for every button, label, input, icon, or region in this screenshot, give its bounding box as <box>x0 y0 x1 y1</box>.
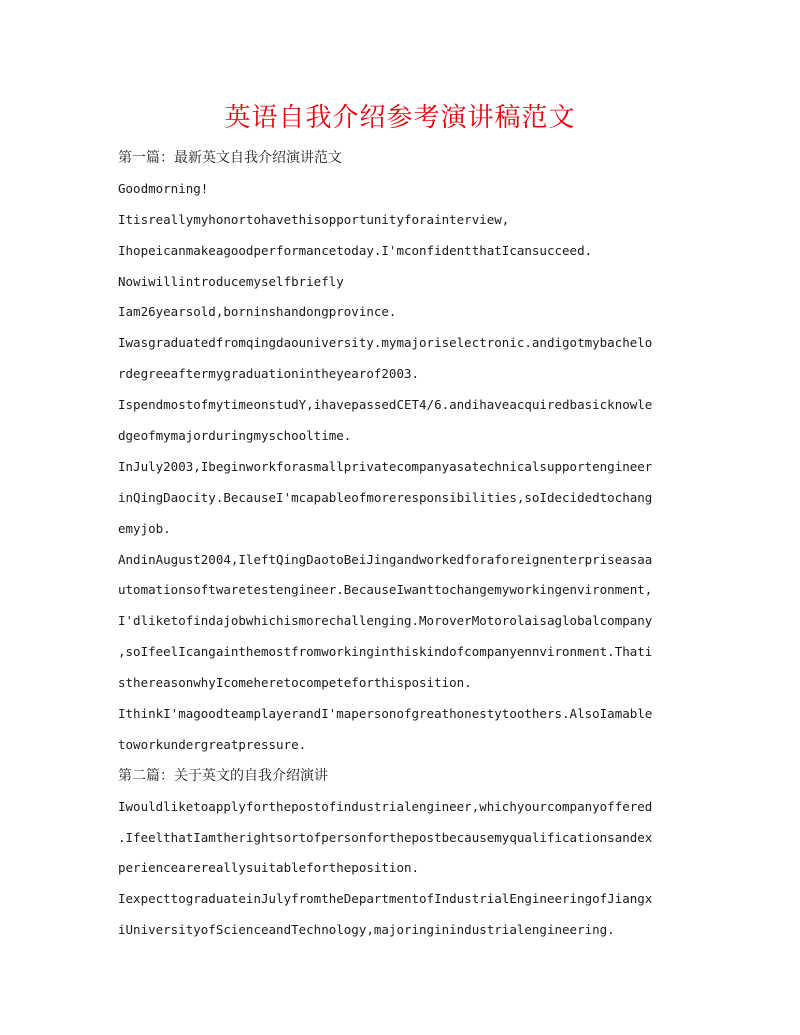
paragraph-line: AndinAugust2004,IleftQingDaotoBeiJingandworkedforaforeignenterpriseasaa <box>118 551 653 567</box>
paragraph-line: .IfeelthatIamtherightsortofpersonforthepostbecausemyqualificationsandex <box>118 829 653 845</box>
paragraph-line: ,soIfeelIcangainthemostfromworkinginthiskindofcompanyennvironment.Thati <box>118 644 653 660</box>
section-heading: 第一篇：最新英文自我介绍演讲范文 <box>118 150 342 166</box>
document-title: 英语自我介绍参考演讲稿范文 <box>224 103 576 133</box>
paragraph-line: Iwouldliketoapplyforthepostofindustrialengineer,whichyourcompanyoffered <box>118 798 653 814</box>
paragraph-line: dgeofmymajorduringmyschooltime. <box>118 428 352 444</box>
document-body <box>118 143 688 946</box>
paragraph-line: emyjob. <box>118 520 171 536</box>
paragraph-line: periencearereallysuitablefortheposition. <box>118 860 420 876</box>
paragraph-line: sthereasonwhyIcomeheretocompeteforthisposition. <box>118 675 472 691</box>
paragraph-line: Iam26yearsold,borninshandongprovince. <box>118 304 397 320</box>
paragraph-line: toworkundergreatpressure. <box>118 736 307 752</box>
section-heading: 第二篇：关于英文的自我介绍演讲 <box>118 767 328 784</box>
paragraph-line: iUniversityofScienceandTechnology,majoringinindustrialengineering. <box>118 922 615 938</box>
paragraph-line: inQingDaocity.BecauseI'mcapableofmoreresponsibilities,soIdecidedtochang <box>118 489 653 505</box>
paragraph-line: Ihopeicanmakeagoodperformancetoday.I'mconfidentthatIcansucceed. <box>118 242 593 258</box>
paragraph-line: Iwasgraduatedfromqingdaouniversity.mymajoriselectronic.andigotmybachelo <box>118 335 653 351</box>
paragraph-line: I'dliketofindajobwhichismorechallenging.MoroverMotorolaisaglobalcompany <box>118 613 653 629</box>
paragraph-line: IexpecttograduateinJulyfromtheDepartmentofIndustrialEngineeringofJiangx <box>118 891 653 907</box>
paragraph-line: IthinkI'magoodteamplayerandI'mapersonofgreathonestytoothers.AlsoIamable <box>118 706 653 722</box>
paragraph-line: IspendmostofmytimeonstudY,ihavepassedCET4/6.andihaveacquiredbasicknowle <box>118 397 653 413</box>
paragraph-line: utomationsoftwaretestengineer.BecauseIwanttochangemyworkingenvironment, <box>118 582 653 598</box>
paragraph-line: Goodmorning! <box>118 180 209 196</box>
paragraph-line: InJuly2003,Ibeginworkforasmallprivatecompanyasatechnicalsupportengineer <box>118 458 653 474</box>
paragraph-line: Nowiwillintroducemyselfbriefly <box>118 273 344 289</box>
paragraph-line: rdegreeaftermygraduationintheyearof2003. <box>118 366 420 382</box>
paragraph-line: Itisreallymyhonortohavethisopportunityforainterview, <box>118 211 510 227</box>
